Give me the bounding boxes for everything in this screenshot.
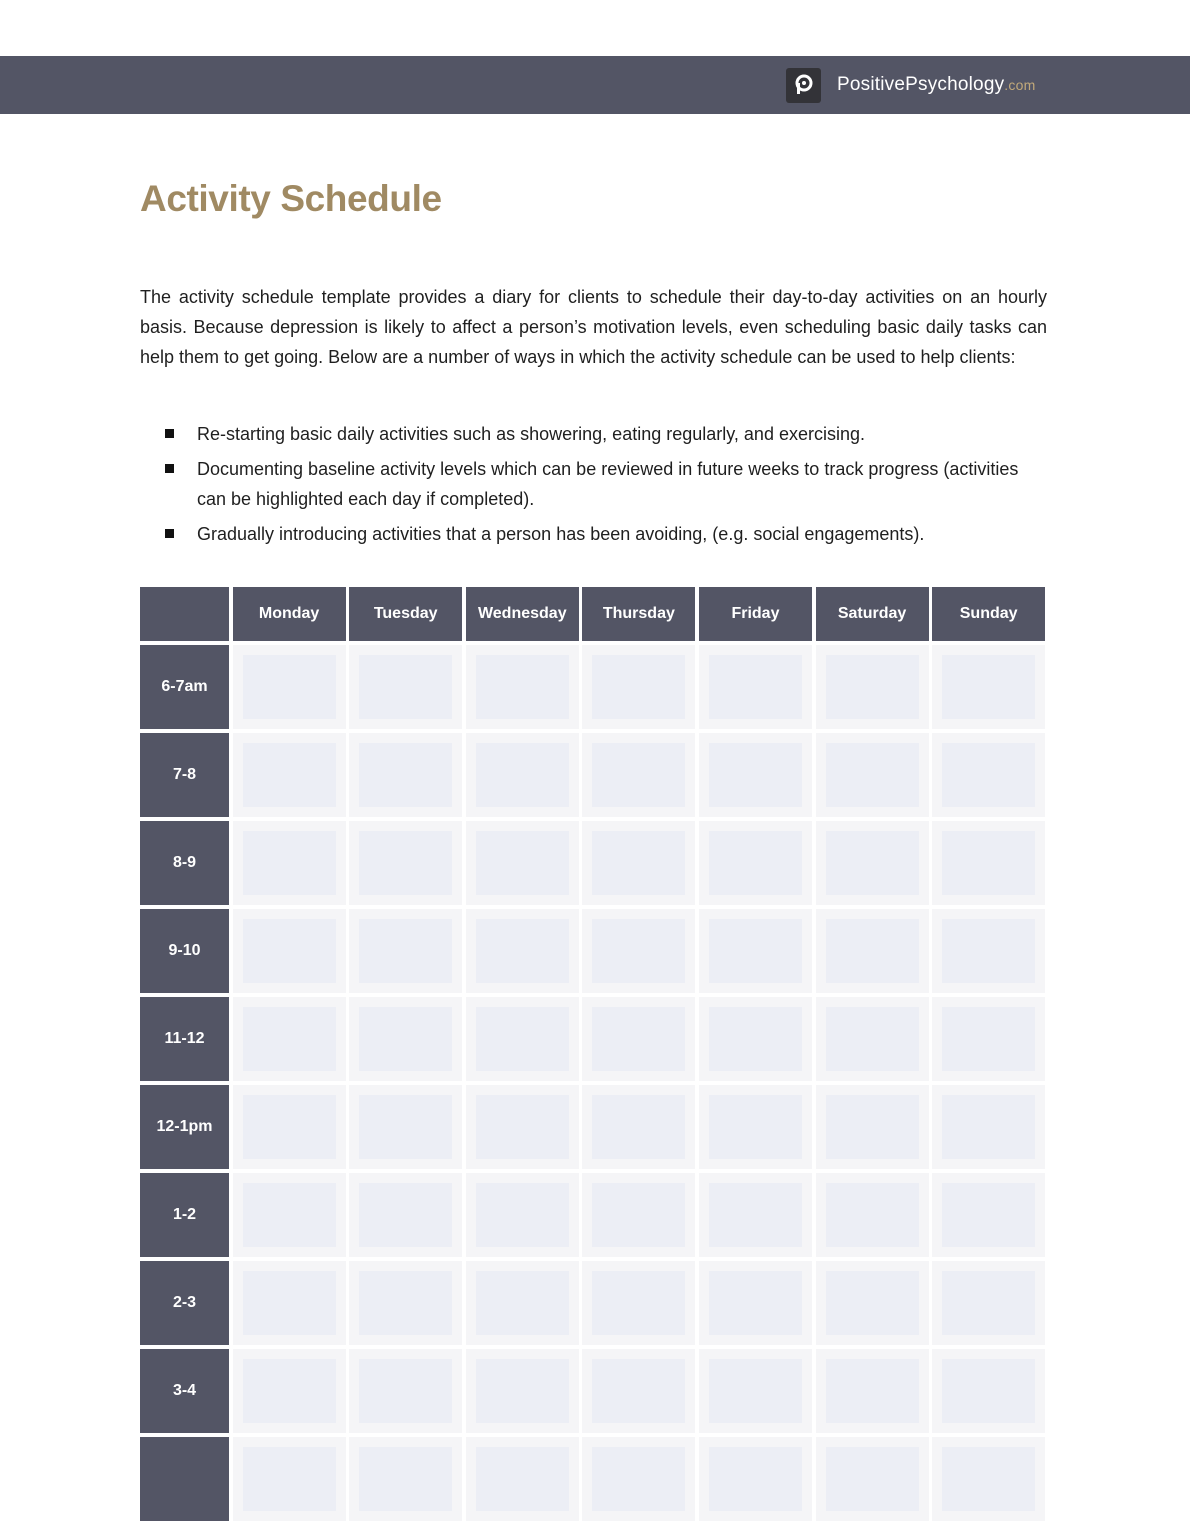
schedule-entry-field[interactable]	[243, 919, 336, 983]
schedule-cell-friday[interactable]	[699, 909, 812, 993]
schedule-cell-friday[interactable]	[699, 733, 812, 817]
schedule-cell-friday[interactable]	[699, 821, 812, 905]
schedule-entry-field[interactable]	[359, 1007, 452, 1071]
schedule-cell-sunday[interactable]	[932, 1085, 1045, 1169]
time-slot-label: 6-7am	[140, 645, 229, 729]
schedule-entry-field[interactable]	[476, 743, 569, 807]
square-bullet-icon	[165, 429, 174, 438]
schedule-cell-sunday[interactable]	[932, 1173, 1045, 1257]
brand-tld: .com	[1004, 77, 1036, 93]
schedule-entry-field[interactable]	[709, 831, 802, 895]
schedule-cell-tuesday[interactable]	[349, 821, 462, 905]
schedule-entry-field[interactable]	[592, 1183, 685, 1247]
schedule-cell-monday[interactable]	[233, 1349, 346, 1433]
schedule-entry-field[interactable]	[243, 743, 336, 807]
day-header-saturday: Saturday	[816, 587, 929, 641]
schedule-entry-field[interactable]	[476, 1095, 569, 1159]
time-slot-label: 2-3	[140, 1261, 229, 1345]
schedule-table	[140, 587, 1047, 1487]
schedule-entry-field[interactable]	[592, 655, 685, 719]
list-item	[140, 519, 1047, 549]
list-item-text: Documenting baseline activity levels which can be reviewed in future weeks to track progress (activities can be highlighted each day if completed).	[197, 459, 1019, 509]
schedule-entry-field[interactable]	[709, 1359, 802, 1423]
schedule-cell-tuesday[interactable]	[349, 1085, 462, 1169]
schedule-entry-field[interactable]	[942, 743, 1035, 807]
schedule-entry-field[interactable]	[826, 1447, 919, 1511]
schedule-entry-field[interactable]	[592, 1447, 685, 1511]
schedule-cell-monday[interactable]	[233, 1173, 346, 1257]
schedule-entry-field[interactable]	[359, 743, 452, 807]
schedule-entry-field[interactable]	[709, 1095, 802, 1159]
list-item-text: Gradually introducing activities that a person has been avoiding, (e.g. social engagements).	[197, 524, 925, 544]
schedule-cell-wednesday[interactable]	[466, 645, 579, 729]
schedule-cell-sunday[interactable]	[932, 821, 1045, 905]
schedule-entry-field[interactable]	[709, 743, 802, 807]
schedule-cell-monday[interactable]	[233, 997, 346, 1081]
schedule-cell-friday[interactable]	[699, 1173, 812, 1257]
schedule-entry-field[interactable]	[826, 655, 919, 719]
schedule-entry-field[interactable]	[359, 1183, 452, 1247]
schedule-entry-field[interactable]	[826, 1359, 919, 1423]
table-corner-cell	[140, 587, 229, 641]
schedule-cell-thursday[interactable]	[582, 1261, 695, 1345]
schedule-entry-field[interactable]	[942, 919, 1035, 983]
schedule-cell-wednesday[interactable]	[466, 997, 579, 1081]
schedule-cell-tuesday[interactable]	[349, 997, 462, 1081]
schedule-entry-field[interactable]	[942, 655, 1035, 719]
day-header-thursday: Thursday	[582, 587, 695, 641]
schedule-cell-thursday[interactable]	[582, 733, 695, 817]
schedule-cell-saturday[interactable]	[816, 1261, 929, 1345]
schedule-entry-field[interactable]	[709, 1183, 802, 1247]
schedule-cell-sunday[interactable]	[932, 1261, 1045, 1345]
schedule-cell-sunday[interactable]	[932, 733, 1045, 817]
day-header-sunday: Sunday	[932, 587, 1045, 641]
schedule-entry-field[interactable]	[476, 1447, 569, 1511]
schedule-cell-monday[interactable]	[233, 733, 346, 817]
schedule-entry-field[interactable]	[476, 831, 569, 895]
schedule-entry-field[interactable]	[826, 919, 919, 983]
schedule-cell-wednesday[interactable]	[466, 1085, 579, 1169]
schedule-cell-wednesday[interactable]	[466, 1349, 579, 1433]
schedule-entry-field[interactable]	[709, 919, 802, 983]
schedule-entry-field[interactable]	[826, 1183, 919, 1247]
schedule-cell-thursday[interactable]	[582, 1349, 695, 1433]
schedule-cell-thursday[interactable]	[582, 645, 695, 729]
schedule-entry-field[interactable]	[942, 1183, 1035, 1247]
schedule-entry-field[interactable]	[592, 1359, 685, 1423]
schedule-cell-saturday[interactable]	[816, 821, 929, 905]
time-slot-label: 11-12	[140, 997, 229, 1081]
schedule-entry-field[interactable]	[359, 1271, 452, 1335]
time-slot-label: 12-1pm	[140, 1085, 229, 1169]
schedule-entry-field[interactable]	[243, 1447, 336, 1511]
schedule-entry-field[interactable]	[826, 1095, 919, 1159]
schedule-cell-wednesday[interactable]	[466, 1173, 579, 1257]
schedule-cell-wednesday[interactable]	[466, 821, 579, 905]
schedule-entry-field[interactable]	[592, 1271, 685, 1335]
day-header-friday: Friday	[699, 587, 812, 641]
schedule-entry-field[interactable]	[476, 1183, 569, 1247]
schedule-cell-saturday[interactable]	[816, 733, 929, 817]
schedule-entry-field[interactable]	[243, 1359, 336, 1423]
schedule-entry-field[interactable]	[359, 1447, 452, 1511]
schedule-entry-field[interactable]	[476, 1359, 569, 1423]
schedule-entry-field[interactable]	[243, 655, 336, 719]
time-slot-label: 1-2	[140, 1173, 229, 1257]
schedule-entry-field[interactable]	[243, 1183, 336, 1247]
schedule-entry-field[interactable]	[476, 1007, 569, 1071]
schedule-cell-friday[interactable]	[699, 1261, 812, 1345]
schedule-cell-tuesday[interactable]	[349, 645, 462, 729]
schedule-entry-field[interactable]	[243, 831, 336, 895]
schedule-entry-field[interactable]	[359, 1359, 452, 1423]
schedule-cell-tuesday[interactable]	[349, 733, 462, 817]
schedule-entry-field[interactable]	[942, 1095, 1035, 1159]
time-slot-label: 7-8	[140, 733, 229, 817]
schedule-entry-field[interactable]	[942, 831, 1035, 895]
schedule-entry-field[interactable]	[709, 1447, 802, 1511]
schedule-cell-tuesday[interactable]	[349, 1349, 462, 1433]
schedule-entry-field[interactable]	[826, 743, 919, 807]
schedule-cell-thursday[interactable]	[582, 909, 695, 993]
schedule-cell-thursday[interactable]	[582, 997, 695, 1081]
schedule-cell-friday[interactable]	[699, 645, 812, 729]
schedule-entry-field[interactable]	[243, 1271, 336, 1335]
schedule-cell-monday[interactable]	[233, 1261, 346, 1345]
schedule-cell-monday[interactable]	[233, 821, 346, 905]
schedule-cell-monday[interactable]	[233, 645, 346, 729]
schedule-cell-saturday[interactable]	[816, 645, 929, 729]
schedule-entry-field[interactable]	[826, 1271, 919, 1335]
list-item	[140, 454, 1047, 514]
schedule-entry-field[interactable]	[243, 1007, 336, 1071]
schedule-entry-field[interactable]	[243, 1095, 336, 1159]
brand-name-text: PositivePsychology	[837, 74, 1005, 95]
schedule-cell-saturday[interactable]	[816, 909, 929, 993]
schedule-entry-field[interactable]	[592, 1007, 685, 1071]
schedule-cell-saturday[interactable]	[816, 1085, 929, 1169]
header-band	[0, 56, 1190, 114]
schedule-entry-field[interactable]	[359, 1095, 452, 1159]
schedule-cell-sunday[interactable]	[932, 645, 1045, 729]
schedule-cell-wednesday[interactable]	[466, 733, 579, 817]
schedule-cell-tuesday[interactable]	[349, 909, 462, 993]
brand-name	[837, 74, 1035, 96]
schedule-cell-friday[interactable]	[699, 1085, 812, 1169]
positivepsychology-logo-icon	[786, 68, 821, 103]
schedule-cell-wednesday[interactable]	[466, 909, 579, 993]
schedule-cell-monday[interactable]	[233, 1085, 346, 1169]
square-bullet-icon	[165, 464, 174, 473]
schedule-cell-sunday[interactable]	[932, 909, 1045, 993]
schedule-cell-monday[interactable]	[233, 909, 346, 993]
list-item	[140, 419, 1047, 449]
schedule-entry-field[interactable]	[826, 831, 919, 895]
schedule-entry-field[interactable]	[476, 655, 569, 719]
schedule-entry-field[interactable]	[476, 919, 569, 983]
schedule-entry-field[interactable]	[476, 1271, 569, 1335]
list-item-text: Re-starting basic daily activities such as showering, eating regularly, and exercising.	[197, 424, 865, 444]
schedule-cell-sunday[interactable]	[932, 997, 1045, 1081]
day-header-wednesday: Wednesday	[466, 587, 579, 641]
schedule-cell-friday[interactable]	[699, 1349, 812, 1433]
schedule-cell-thursday[interactable]	[582, 1173, 695, 1257]
schedule-entry-field[interactable]	[359, 655, 452, 719]
schedule-entry-field[interactable]	[942, 1271, 1035, 1335]
schedule-entry-field[interactable]	[709, 1007, 802, 1071]
time-slot-label: 8-9	[140, 821, 229, 905]
page-title: Activity Schedule	[140, 178, 442, 219]
schedule-cell-saturday[interactable]	[816, 1173, 929, 1257]
schedule-entry-field[interactable]	[826, 1007, 919, 1071]
schedule-entry-field[interactable]	[359, 831, 452, 895]
schedule-entry-field[interactable]	[942, 1447, 1035, 1511]
schedule-cell-sunday[interactable]	[932, 1349, 1045, 1433]
schedule-cell-thursday[interactable]	[582, 821, 695, 905]
time-slot-label: 3-4	[140, 1349, 229, 1433]
bullet-list	[140, 419, 1047, 554]
day-header-monday: Monday	[233, 587, 346, 641]
schedule-cell-tuesday[interactable]	[349, 1173, 462, 1257]
schedule-cell-tuesday[interactable]	[349, 1261, 462, 1345]
schedule-entry-field[interactable]	[359, 919, 452, 983]
schedule-cell-saturday[interactable]	[816, 997, 929, 1081]
schedule-entry-field[interactable]	[942, 1007, 1035, 1071]
schedule-entry-field[interactable]	[592, 1095, 685, 1159]
schedule-entry-field[interactable]	[592, 743, 685, 807]
schedule-entry-field[interactable]	[709, 655, 802, 719]
schedule-entry-field[interactable]	[592, 919, 685, 983]
schedule-cell-wednesday[interactable]	[466, 1261, 579, 1345]
square-bullet-icon	[165, 529, 174, 538]
schedule-entry-field[interactable]	[709, 1271, 802, 1335]
intro-paragraph: The activity schedule template provides a diary for clients to schedule their day-to-day activities on an hourly basis. Because depression is likely to affect a person’s motivation levels, even scheduling basic daily tasks can help them to get going. Below are a number of ways in which the activity schedule can be used to help clients:	[140, 287, 1047, 367]
schedule-entry-field[interactable]	[592, 831, 685, 895]
schedule-cell-thursday[interactable]	[582, 1085, 695, 1169]
day-header-tuesday: Tuesday	[349, 587, 462, 641]
schedule-entry-field[interactable]	[942, 1359, 1035, 1423]
time-slot-label: 9-10	[140, 909, 229, 993]
brand-logo[interactable]	[786, 68, 1035, 102]
schedule-cell-saturday[interactable]	[816, 1349, 929, 1433]
schedule-cell-friday[interactable]	[699, 997, 812, 1081]
